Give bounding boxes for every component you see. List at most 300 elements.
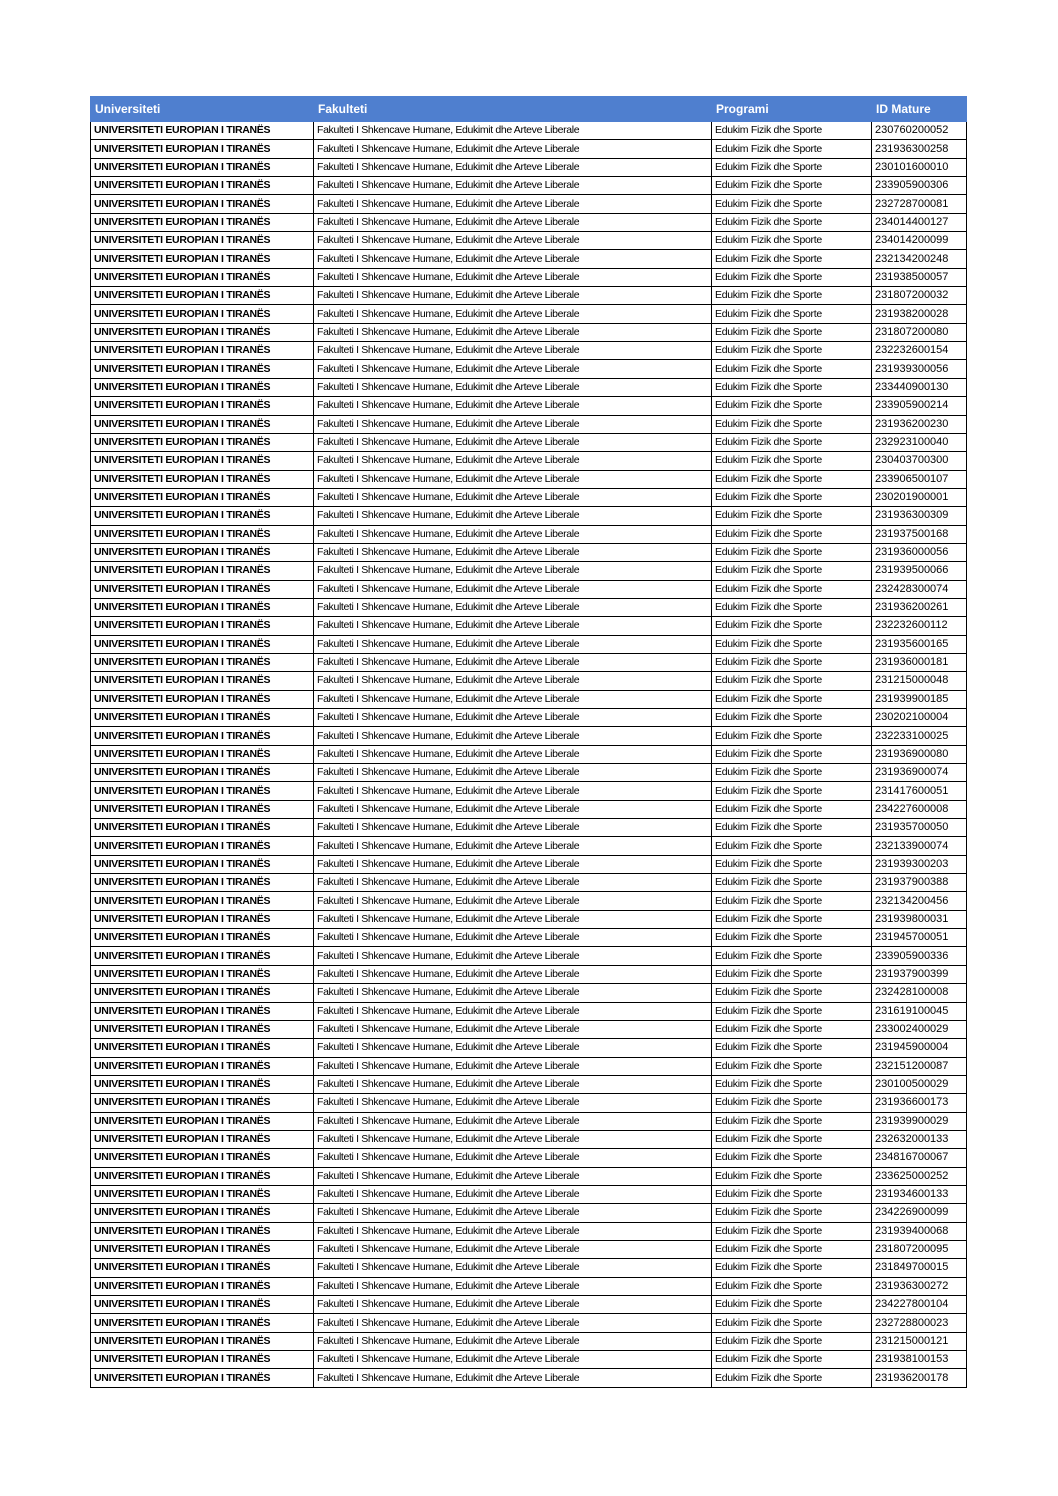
cell-id-mature: 231936300258: [872, 140, 967, 158]
cell-university: UNIVERSITETI EUROPIAN I TIRANËS: [91, 1002, 314, 1020]
cell-program: Edukim Fizik dhe Sporte: [712, 268, 872, 286]
table-row: [91, 1296, 967, 1314]
cell-faculty: Fakulteti I Shkencave Humane, Edukimit dhe Arteve Liberale: [314, 1204, 712, 1222]
table-row: [91, 800, 967, 818]
header-program: Programi: [712, 97, 872, 122]
cell-id-mature: 231215000121: [872, 1332, 967, 1350]
table-row: [91, 268, 967, 286]
cell-faculty: Fakulteti I Shkencave Humane, Edukimit dhe Arteve Liberale: [314, 764, 712, 782]
cell-id-mature: 230202100004: [872, 709, 967, 727]
table-row: [91, 1130, 967, 1148]
cell-program: Edukim Fizik dhe Sporte: [712, 323, 872, 341]
cell-program: Edukim Fizik dhe Sporte: [712, 525, 872, 543]
cell-faculty: Fakulteti I Shkencave Humane, Edukimit dhe Arteve Liberale: [314, 929, 712, 947]
cell-program: Edukim Fizik dhe Sporte: [712, 1112, 872, 1130]
cell-id-mature: 234816700067: [872, 1149, 967, 1167]
table-row: [91, 195, 967, 213]
cell-program: Edukim Fizik dhe Sporte: [712, 1185, 872, 1203]
table-row: [91, 378, 967, 396]
table-row: [91, 470, 967, 488]
cell-program: Edukim Fizik dhe Sporte: [712, 800, 872, 818]
cell-program: Edukim Fizik dhe Sporte: [712, 1020, 872, 1038]
cell-id-mature: 231215000048: [872, 672, 967, 690]
cell-program: Edukim Fizik dhe Sporte: [712, 122, 872, 140]
cell-university: UNIVERSITETI EUROPIAN I TIRANËS: [91, 580, 314, 598]
cell-program: Edukim Fizik dhe Sporte: [712, 250, 872, 268]
cell-faculty: Fakulteti I Shkencave Humane, Edukimit dhe Arteve Liberale: [314, 782, 712, 800]
table-row: [91, 1020, 967, 1038]
cell-university: UNIVERSITETI EUROPIAN I TIRANËS: [91, 195, 314, 213]
cell-id-mature: 231939900029: [872, 1112, 967, 1130]
cell-university: UNIVERSITETI EUROPIAN I TIRANËS: [91, 965, 314, 983]
table-row: [91, 360, 967, 378]
cell-university: UNIVERSITETI EUROPIAN I TIRANËS: [91, 672, 314, 690]
cell-university: UNIVERSITETI EUROPIAN I TIRANËS: [91, 837, 314, 855]
table-row: [91, 1112, 967, 1130]
cell-id-mature: 234227600008: [872, 800, 967, 818]
cell-program: Edukim Fizik dhe Sporte: [712, 1240, 872, 1258]
cell-id-mature: 231939300056: [872, 360, 967, 378]
table-row: [91, 507, 967, 525]
table-row: [91, 745, 967, 763]
cell-program: Edukim Fizik dhe Sporte: [712, 195, 872, 213]
cell-id-mature: 231938200028: [872, 305, 967, 323]
cell-faculty: Fakulteti I Shkencave Humane, Edukimit dhe Arteve Liberale: [314, 305, 712, 323]
table-row: [91, 1277, 967, 1295]
cell-program: Edukim Fizik dhe Sporte: [712, 819, 872, 837]
cell-faculty: Fakulteti I Shkencave Humane, Edukimit dhe Arteve Liberale: [314, 617, 712, 635]
cell-faculty: Fakulteti I Shkencave Humane, Edukimit dhe Arteve Liberale: [314, 1149, 712, 1167]
cell-id-mature: 231936900074: [872, 764, 967, 782]
cell-faculty: Fakulteti I Shkencave Humane, Edukimit dhe Arteve Liberale: [314, 250, 712, 268]
cell-university: UNIVERSITETI EUROPIAN I TIRANËS: [91, 543, 314, 561]
table-row: [91, 1369, 967, 1387]
cell-id-mature: 232632000133: [872, 1130, 967, 1148]
cell-program: Edukim Fizik dhe Sporte: [712, 874, 872, 892]
cell-program: Edukim Fizik dhe Sporte: [712, 709, 872, 727]
cell-program: Edukim Fizik dhe Sporte: [712, 213, 872, 231]
cell-university: UNIVERSITETI EUROPIAN I TIRANËS: [91, 764, 314, 782]
cell-program: Edukim Fizik dhe Sporte: [712, 415, 872, 433]
table-row: [91, 653, 967, 671]
table-row: [91, 323, 967, 341]
cell-university: UNIVERSITETI EUROPIAN I TIRANËS: [91, 1369, 314, 1387]
table-body: [91, 122, 967, 1388]
table-row: [91, 690, 967, 708]
cell-university: UNIVERSITETI EUROPIAN I TIRANËS: [91, 232, 314, 250]
table-row: [91, 947, 967, 965]
cell-program: Edukim Fizik dhe Sporte: [712, 690, 872, 708]
cell-id-mature: 231807200032: [872, 287, 967, 305]
cell-id-mature: 231807200080: [872, 323, 967, 341]
cell-faculty: Fakulteti I Shkencave Humane, Edukimit dhe Arteve Liberale: [314, 892, 712, 910]
cell-id-mature: 232728700081: [872, 195, 967, 213]
cell-faculty: Fakulteti I Shkencave Humane, Edukimit dhe Arteve Liberale: [314, 1002, 712, 1020]
cell-university: UNIVERSITETI EUROPIAN I TIRANËS: [91, 452, 314, 470]
cell-university: UNIVERSITETI EUROPIAN I TIRANËS: [91, 1351, 314, 1369]
cell-faculty: Fakulteti I Shkencave Humane, Edukimit dhe Arteve Liberale: [314, 287, 712, 305]
table-row: [91, 1094, 967, 1112]
table-row: [91, 305, 967, 323]
cell-program: Edukim Fizik dhe Sporte: [712, 727, 872, 745]
cell-program: Edukim Fizik dhe Sporte: [712, 1039, 872, 1057]
cell-program: Edukim Fizik dhe Sporte: [712, 378, 872, 396]
cell-university: UNIVERSITETI EUROPIAN I TIRANËS: [91, 1277, 314, 1295]
cell-faculty: Fakulteti I Shkencave Humane, Edukimit dhe Arteve Liberale: [314, 1369, 712, 1387]
cell-id-mature: 231939800031: [872, 910, 967, 928]
cell-university: UNIVERSITETI EUROPIAN I TIRANËS: [91, 1332, 314, 1350]
table-row: [91, 1259, 967, 1277]
cell-program: Edukim Fizik dhe Sporte: [712, 1002, 872, 1020]
cell-university: UNIVERSITETI EUROPIAN I TIRANËS: [91, 819, 314, 837]
table-row: [91, 1185, 967, 1203]
table-row: [91, 287, 967, 305]
cell-faculty: Fakulteti I Shkencave Humane, Edukimit dhe Arteve Liberale: [314, 745, 712, 763]
table-row: [91, 855, 967, 873]
cell-program: Edukim Fizik dhe Sporte: [712, 837, 872, 855]
cell-faculty: Fakulteti I Shkencave Humane, Edukimit dhe Arteve Liberale: [314, 910, 712, 928]
cell-university: UNIVERSITETI EUROPIAN I TIRANËS: [91, 1314, 314, 1332]
table-row: [91, 140, 967, 158]
cell-faculty: Fakulteti I Shkencave Humane, Edukimit dhe Arteve Liberale: [314, 1020, 712, 1038]
cell-program: Edukim Fizik dhe Sporte: [712, 507, 872, 525]
table-row: [91, 965, 967, 983]
cell-faculty: Fakulteti I Shkencave Humane, Edukimit dhe Arteve Liberale: [314, 378, 712, 396]
table-row: [91, 525, 967, 543]
table-row: [91, 1332, 967, 1350]
cell-university: UNIVERSITETI EUROPIAN I TIRANËS: [91, 782, 314, 800]
cell-id-mature: 234227800104: [872, 1296, 967, 1314]
cell-university: UNIVERSITETI EUROPIAN I TIRANËS: [91, 342, 314, 360]
cell-faculty: Fakulteti I Shkencave Humane, Edukimit dhe Arteve Liberale: [314, 342, 712, 360]
table-row: [91, 929, 967, 947]
header-faculty: Fakulteti: [314, 97, 712, 122]
table-row: [91, 984, 967, 1002]
cell-id-mature: 233905900214: [872, 397, 967, 415]
cell-id-mature: 232151200087: [872, 1057, 967, 1075]
cell-faculty: Fakulteti I Shkencave Humane, Edukimit dhe Arteve Liberale: [314, 195, 712, 213]
cell-id-mature: 231417600051: [872, 782, 967, 800]
table-row: [91, 415, 967, 433]
cell-university: UNIVERSITETI EUROPIAN I TIRANËS: [91, 213, 314, 231]
cell-id-mature: 230760200052: [872, 122, 967, 140]
cell-id-mature: 232134200248: [872, 250, 967, 268]
cell-university: UNIVERSITETI EUROPIAN I TIRANËS: [91, 378, 314, 396]
cell-university: UNIVERSITETI EUROPIAN I TIRANËS: [91, 1112, 314, 1130]
cell-id-mature: 234014400127: [872, 213, 967, 231]
cell-university: UNIVERSITETI EUROPIAN I TIRANËS: [91, 158, 314, 176]
table-row: [91, 342, 967, 360]
cell-id-mature: 231939900185: [872, 690, 967, 708]
cell-faculty: Fakulteti I Shkencave Humane, Edukimit dhe Arteve Liberale: [314, 819, 712, 837]
cell-program: Edukim Fizik dhe Sporte: [712, 965, 872, 983]
cell-program: Edukim Fizik dhe Sporte: [712, 140, 872, 158]
header-id-mature: ID Mature: [872, 97, 967, 122]
cell-university: UNIVERSITETI EUROPIAN I TIRANËS: [91, 635, 314, 653]
cell-faculty: Fakulteti I Shkencave Humane, Edukimit dhe Arteve Liberale: [314, 727, 712, 745]
cell-id-mature: 233625000252: [872, 1167, 967, 1185]
cell-id-mature: 231619100045: [872, 1002, 967, 1020]
cell-university: UNIVERSITETI EUROPIAN I TIRANËS: [91, 709, 314, 727]
cell-faculty: Fakulteti I Shkencave Humane, Edukimit dhe Arteve Liberale: [314, 268, 712, 286]
table-row: [91, 709, 967, 727]
table-row: [91, 213, 967, 231]
cell-id-mature: 231939400068: [872, 1222, 967, 1240]
cell-university: UNIVERSITETI EUROPIAN I TIRANËS: [91, 415, 314, 433]
cell-program: Edukim Fizik dhe Sporte: [712, 1259, 872, 1277]
cell-program: Edukim Fizik dhe Sporte: [712, 635, 872, 653]
cell-id-mature: 230101600010: [872, 158, 967, 176]
cell-university: UNIVERSITETI EUROPIAN I TIRANËS: [91, 1240, 314, 1258]
table-row: [91, 1149, 967, 1167]
cell-id-mature: 232728800023: [872, 1314, 967, 1332]
cell-faculty: Fakulteti I Shkencave Humane, Edukimit dhe Arteve Liberale: [314, 433, 712, 451]
cell-program: Edukim Fizik dhe Sporte: [712, 488, 872, 506]
cell-faculty: Fakulteti I Shkencave Humane, Edukimit dhe Arteve Liberale: [314, 525, 712, 543]
cell-university: UNIVERSITETI EUROPIAN I TIRANËS: [91, 800, 314, 818]
cell-program: Edukim Fizik dhe Sporte: [712, 910, 872, 928]
cell-program: Edukim Fizik dhe Sporte: [712, 947, 872, 965]
cell-faculty: Fakulteti I Shkencave Humane, Edukimit dhe Arteve Liberale: [314, 323, 712, 341]
cell-program: Edukim Fizik dhe Sporte: [712, 1149, 872, 1167]
cell-faculty: Fakulteti I Shkencave Humane, Edukimit dhe Arteve Liberale: [314, 1332, 712, 1350]
cell-program: Edukim Fizik dhe Sporte: [712, 177, 872, 195]
cell-university: UNIVERSITETI EUROPIAN I TIRANËS: [91, 745, 314, 763]
cell-program: Edukim Fizik dhe Sporte: [712, 342, 872, 360]
cell-faculty: Fakulteti I Shkencave Humane, Edukimit dhe Arteve Liberale: [314, 635, 712, 653]
cell-university: UNIVERSITETI EUROPIAN I TIRANËS: [91, 855, 314, 873]
cell-university: UNIVERSITETI EUROPIAN I TIRANËS: [91, 268, 314, 286]
cell-program: Edukim Fizik dhe Sporte: [712, 1075, 872, 1093]
cell-program: Edukim Fizik dhe Sporte: [712, 984, 872, 1002]
cell-faculty: Fakulteti I Shkencave Humane, Edukimit dhe Arteve Liberale: [314, 1259, 712, 1277]
cell-program: Edukim Fizik dhe Sporte: [712, 653, 872, 671]
table-row: [91, 764, 967, 782]
cell-id-mature: 232428300074: [872, 580, 967, 598]
table-row: [91, 1075, 967, 1093]
cell-university: UNIVERSITETI EUROPIAN I TIRANËS: [91, 1130, 314, 1148]
cell-program: Edukim Fizik dhe Sporte: [712, 1332, 872, 1350]
cell-faculty: Fakulteti I Shkencave Humane, Edukimit dhe Arteve Liberale: [314, 1185, 712, 1203]
cell-id-mature: 231936000181: [872, 653, 967, 671]
table-row: [91, 598, 967, 616]
cell-faculty: Fakulteti I Shkencave Humane, Edukimit dhe Arteve Liberale: [314, 1130, 712, 1148]
cell-id-mature: 230201900001: [872, 488, 967, 506]
cell-program: Edukim Fizik dhe Sporte: [712, 745, 872, 763]
table-row: [91, 397, 967, 415]
cell-faculty: Fakulteti I Shkencave Humane, Edukimit dhe Arteve Liberale: [314, 598, 712, 616]
cell-faculty: Fakulteti I Shkencave Humane, Edukimit dhe Arteve Liberale: [314, 507, 712, 525]
table-row: [91, 672, 967, 690]
cell-program: Edukim Fizik dhe Sporte: [712, 1351, 872, 1369]
cell-university: UNIVERSITETI EUROPIAN I TIRANËS: [91, 250, 314, 268]
cell-program: Edukim Fizik dhe Sporte: [712, 305, 872, 323]
cell-faculty: Fakulteti I Shkencave Humane, Edukimit dhe Arteve Liberale: [314, 1039, 712, 1057]
cell-id-mature: 232133900074: [872, 837, 967, 855]
cell-faculty: Fakulteti I Shkencave Humane, Edukimit dhe Arteve Liberale: [314, 1094, 712, 1112]
cell-faculty: Fakulteti I Shkencave Humane, Edukimit dhe Arteve Liberale: [314, 1277, 712, 1295]
cell-program: Edukim Fizik dhe Sporte: [712, 1314, 872, 1332]
cell-faculty: Fakulteti I Shkencave Humane, Edukimit dhe Arteve Liberale: [314, 1167, 712, 1185]
table-row: [91, 433, 967, 451]
cell-id-mature: 231807200095: [872, 1240, 967, 1258]
table-row: [91, 910, 967, 928]
cell-university: UNIVERSITETI EUROPIAN I TIRANËS: [91, 910, 314, 928]
cell-faculty: Fakulteti I Shkencave Humane, Edukimit dhe Arteve Liberale: [314, 1112, 712, 1130]
cell-program: Edukim Fizik dhe Sporte: [712, 1222, 872, 1240]
table-row: [91, 1039, 967, 1057]
cell-university: UNIVERSITETI EUROPIAN I TIRANËS: [91, 1094, 314, 1112]
cell-faculty: Fakulteti I Shkencave Humane, Edukimit dhe Arteve Liberale: [314, 1222, 712, 1240]
table-row: [91, 1222, 967, 1240]
cell-program: Edukim Fizik dhe Sporte: [712, 1057, 872, 1075]
cell-university: UNIVERSITETI EUROPIAN I TIRANËS: [91, 1185, 314, 1203]
cell-id-mature: 233905900336: [872, 947, 967, 965]
cell-university: UNIVERSITETI EUROPIAN I TIRANËS: [91, 690, 314, 708]
cell-id-mature: 232923100040: [872, 433, 967, 451]
table-row: [91, 1002, 967, 1020]
cell-program: Edukim Fizik dhe Sporte: [712, 580, 872, 598]
cell-faculty: Fakulteti I Shkencave Humane, Edukimit dhe Arteve Liberale: [314, 672, 712, 690]
table-row: [91, 617, 967, 635]
cell-id-mature: 231938100153: [872, 1351, 967, 1369]
cell-university: UNIVERSITETI EUROPIAN I TIRANËS: [91, 287, 314, 305]
table-row: [91, 543, 967, 561]
table-row: [91, 562, 967, 580]
cell-program: Edukim Fizik dhe Sporte: [712, 1094, 872, 1112]
cell-program: Edukim Fizik dhe Sporte: [712, 433, 872, 451]
cell-faculty: Fakulteti I Shkencave Humane, Edukimit dhe Arteve Liberale: [314, 965, 712, 983]
header-university: Universiteti: [91, 97, 314, 122]
cell-university: UNIVERSITETI EUROPIAN I TIRANËS: [91, 470, 314, 488]
cell-faculty: Fakulteti I Shkencave Humane, Edukimit dhe Arteve Liberale: [314, 1075, 712, 1093]
cell-id-mature: 230100500029: [872, 1075, 967, 1093]
cell-id-mature: 233440900130: [872, 378, 967, 396]
cell-id-mature: 231937900388: [872, 874, 967, 892]
cell-university: UNIVERSITETI EUROPIAN I TIRANËS: [91, 1020, 314, 1038]
cell-university: UNIVERSITETI EUROPIAN I TIRANËS: [91, 122, 314, 140]
cell-university: UNIVERSITETI EUROPIAN I TIRANËS: [91, 617, 314, 635]
cell-program: Edukim Fizik dhe Sporte: [712, 855, 872, 873]
cell-program: Edukim Fizik dhe Sporte: [712, 397, 872, 415]
cell-faculty: Fakulteti I Shkencave Humane, Edukimit dhe Arteve Liberale: [314, 709, 712, 727]
cell-id-mature: 232232600112: [872, 617, 967, 635]
cell-program: Edukim Fizik dhe Sporte: [712, 617, 872, 635]
cell-faculty: Fakulteti I Shkencave Humane, Edukimit dhe Arteve Liberale: [314, 470, 712, 488]
cell-id-mature: 233002400029: [872, 1020, 967, 1038]
cell-id-mature: 231937500168: [872, 525, 967, 543]
table-row: [91, 122, 967, 140]
cell-id-mature: 231939500066: [872, 562, 967, 580]
table-row: [91, 819, 967, 837]
cell-faculty: Fakulteti I Shkencave Humane, Edukimit dhe Arteve Liberale: [314, 1057, 712, 1075]
cell-id-mature: 231937900399: [872, 965, 967, 983]
cell-program: Edukim Fizik dhe Sporte: [712, 287, 872, 305]
cell-program: Edukim Fizik dhe Sporte: [712, 1204, 872, 1222]
cell-faculty: Fakulteti I Shkencave Humane, Edukimit dhe Arteve Liberale: [314, 158, 712, 176]
cell-id-mature: 231935600165: [872, 635, 967, 653]
cell-faculty: Fakulteti I Shkencave Humane, Edukimit dhe Arteve Liberale: [314, 415, 712, 433]
cell-university: UNIVERSITETI EUROPIAN I TIRANËS: [91, 562, 314, 580]
table-row: [91, 635, 967, 653]
cell-id-mature: 231849700015: [872, 1259, 967, 1277]
cell-university: UNIVERSITETI EUROPIAN I TIRANËS: [91, 397, 314, 415]
cell-faculty: Fakulteti I Shkencave Humane, Edukimit dhe Arteve Liberale: [314, 232, 712, 250]
cell-faculty: Fakulteti I Shkencave Humane, Edukimit dhe Arteve Liberale: [314, 488, 712, 506]
cell-faculty: Fakulteti I Shkencave Humane, Edukimit dhe Arteve Liberale: [314, 984, 712, 1002]
cell-university: UNIVERSITETI EUROPIAN I TIRANËS: [91, 1259, 314, 1277]
cell-university: UNIVERSITETI EUROPIAN I TIRANËS: [91, 488, 314, 506]
cell-program: Edukim Fizik dhe Sporte: [712, 158, 872, 176]
cell-id-mature: 232233100025: [872, 727, 967, 745]
cell-id-mature: 234226900099: [872, 1204, 967, 1222]
cell-faculty: Fakulteti I Shkencave Humane, Edukimit dhe Arteve Liberale: [314, 397, 712, 415]
cell-university: UNIVERSITETI EUROPIAN I TIRANËS: [91, 1057, 314, 1075]
cell-faculty: Fakulteti I Shkencave Humane, Edukimit dhe Arteve Liberale: [314, 213, 712, 231]
cell-university: UNIVERSITETI EUROPIAN I TIRANËS: [91, 653, 314, 671]
table-row: [91, 158, 967, 176]
cell-university: UNIVERSITETI EUROPIAN I TIRANËS: [91, 947, 314, 965]
table-row: [91, 232, 967, 250]
cell-faculty: Fakulteti I Shkencave Humane, Edukimit dhe Arteve Liberale: [314, 837, 712, 855]
cell-faculty: Fakulteti I Shkencave Humane, Edukimit dhe Arteve Liberale: [314, 580, 712, 598]
table-row: [91, 488, 967, 506]
cell-faculty: Fakulteti I Shkencave Humane, Edukimit dhe Arteve Liberale: [314, 177, 712, 195]
cell-faculty: Fakulteti I Shkencave Humane, Edukimit dhe Arteve Liberale: [314, 874, 712, 892]
cell-id-mature: 233906500107: [872, 470, 967, 488]
cell-id-mature: 232134200456: [872, 892, 967, 910]
table-row: [91, 1204, 967, 1222]
cell-id-mature: 232232600154: [872, 342, 967, 360]
cell-university: UNIVERSITETI EUROPIAN I TIRANËS: [91, 360, 314, 378]
cell-id-mature: 234014200099: [872, 232, 967, 250]
table-row: [91, 1351, 967, 1369]
cell-university: UNIVERSITETI EUROPIAN I TIRANËS: [91, 1222, 314, 1240]
cell-id-mature: 230403700300: [872, 452, 967, 470]
cell-id-mature: 231936600173: [872, 1094, 967, 1112]
table-row: [91, 177, 967, 195]
cell-university: UNIVERSITETI EUROPIAN I TIRANËS: [91, 305, 314, 323]
table-row: [91, 837, 967, 855]
cell-university: UNIVERSITETI EUROPIAN I TIRANËS: [91, 507, 314, 525]
cell-program: Edukim Fizik dhe Sporte: [712, 672, 872, 690]
table-row: [91, 452, 967, 470]
cell-program: Edukim Fizik dhe Sporte: [712, 764, 872, 782]
cell-university: UNIVERSITETI EUROPIAN I TIRANËS: [91, 1167, 314, 1185]
cell-faculty: Fakulteti I Shkencave Humane, Edukimit dhe Arteve Liberale: [314, 800, 712, 818]
cell-id-mature: 231936300272: [872, 1277, 967, 1295]
cell-university: UNIVERSITETI EUROPIAN I TIRANËS: [91, 1204, 314, 1222]
cell-id-mature: 233905900306: [872, 177, 967, 195]
cell-id-mature: 231936200230: [872, 415, 967, 433]
cell-university: UNIVERSITETI EUROPIAN I TIRANËS: [91, 1149, 314, 1167]
cell-faculty: Fakulteti I Shkencave Humane, Edukimit dhe Arteve Liberale: [314, 855, 712, 873]
cell-id-mature: 231936200261: [872, 598, 967, 616]
cell-program: Edukim Fizik dhe Sporte: [712, 892, 872, 910]
cell-university: UNIVERSITETI EUROPIAN I TIRANËS: [91, 323, 314, 341]
cell-faculty: Fakulteti I Shkencave Humane, Edukimit dhe Arteve Liberale: [314, 562, 712, 580]
cell-id-mature: 231939300203: [872, 855, 967, 873]
cell-university: UNIVERSITETI EUROPIAN I TIRANËS: [91, 140, 314, 158]
cell-university: UNIVERSITETI EUROPIAN I TIRANËS: [91, 1075, 314, 1093]
cell-university: UNIVERSITETI EUROPIAN I TIRANËS: [91, 874, 314, 892]
admissions-table: [90, 96, 967, 1388]
cell-faculty: Fakulteti I Shkencave Humane, Edukimit dhe Arteve Liberale: [314, 140, 712, 158]
cell-id-mature: 232428100008: [872, 984, 967, 1002]
cell-program: Edukim Fizik dhe Sporte: [712, 1296, 872, 1314]
table-row: [91, 580, 967, 598]
table-row: [91, 874, 967, 892]
